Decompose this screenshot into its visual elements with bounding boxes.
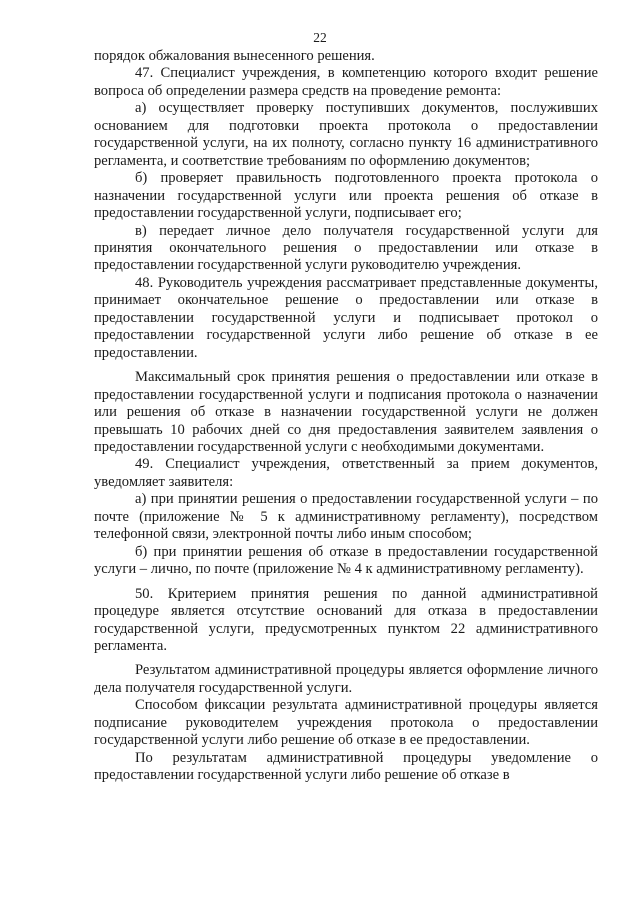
document-body xyxy=(94,48,598,785)
paragraph: 50. Критерием принятия решения по данной административной процедуре является отсутствие оснований для отказа в предоставлении государственной услуги, предусмотренных пунктом 22 административного регламента. xyxy=(94,585,598,654)
paragraph: Способом фиксации результата административной процедуры является подписание руководителем учреждения протокола о предоставлении государственной услуги либо решение об отказе в ее предоставлении. xyxy=(94,697,598,749)
paragraph: Результатом административной процедуры является оформление личного дела получателя государственной услуги. xyxy=(94,662,598,696)
paragraph: порядок обжалования вынесенного решения. xyxy=(94,48,375,64)
paragraph: а) при принятии решения о предоставлении государственной услуги – по почте (приложение № 5 к административному регламенту), посредством телефонной связи, электронной почты либо иным способом; xyxy=(94,491,598,543)
paragraph: б) при принятии решения об отказе в предоставлении государственной услуги – лично, по почте (приложение № 4 к административному регламенту). xyxy=(94,543,598,578)
paragraph: По результатам административной процедуры уведомление о предоставлении государственной услуги либо решение об отказе в xyxy=(94,749,598,784)
paragraph: 47. Специалист учреждения, в компетенцию которого входит решение вопроса об определении размера средств на проведение ремонта: xyxy=(94,65,598,99)
paragraph: а) осуществляет проверку поступивших документов, послуживших основанием для подготовки проекта протокола о предоставлении государственной услуги, на их полноту, согласно пункту 16 административного регламента, и соответствие требованиям по оформлению документов; xyxy=(94,100,598,169)
paragraph: 48. Руководитель учреждения рассматривает представленные документы, принимает окончательное решение о предоставлении или отказе в предоставлении государственной услуги и подписывает протокол о предоставлении государственной услуги либо решение об отказе в ее предоставлении. xyxy=(94,274,598,361)
page-number: 22 xyxy=(313,30,327,45)
paragraph: Максимальный срок принятия решения о предоставлении или отказе в предоставлении государственной услуги и подписания протокола о назначении или решения об отказе в назначении государственной услуги не должен превышать 10 рабочих дней со дня предоставления заявителем заявления о предоставлении государственной услуги с необходимыми документами. xyxy=(94,369,598,455)
paragraph: б) проверяет правильность подготовленного проекта протокола о назначении государственной услуги или проекта решения об отказе в предоставлении государственной услуги, подписывает его; xyxy=(94,170,598,222)
paragraph: в) передает личное дело получателя государственной услуги для принятия окончательного решения о предоставлении или отказе в предоставлении государственной услуги руководителю учреждения. xyxy=(94,222,598,274)
paragraph: 49. Специалист учреждения, ответственный за прием документов, уведомляет заявителя: xyxy=(94,456,598,490)
